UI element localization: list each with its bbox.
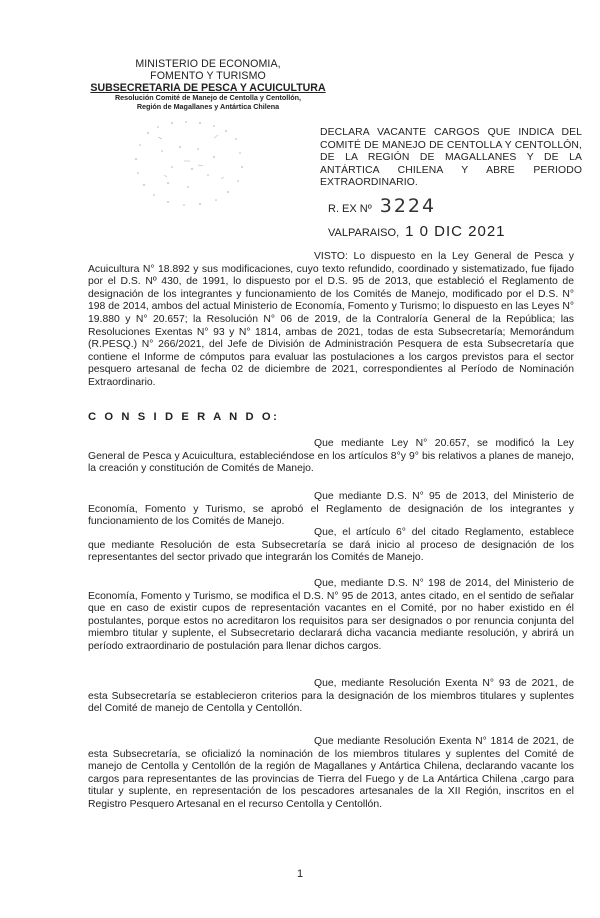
place-date-line bbox=[328, 224, 506, 241]
page-number: 1 bbox=[296, 868, 304, 880]
place: VALPARAISO, bbox=[328, 227, 400, 239]
resolution-number: 3224 bbox=[379, 195, 437, 217]
considerando-paragraph: Que mediante Resolución Exenta N° 1814 de 2021, de esta Subsecretaría, se oficializó la nominación de los miembros titulares y suplentes del Comité de manejo de Centolla y Centollón de la región de Magallanes y Antártica Chilena, declarando vacante los cargos para representantes de las provincias de Tierra del Fuego y de La Antártica Chilena ,cargo para titular y suplente, en representación de los pescadores artesanales de la XII Región, inscritos en el Registro Pesquero Artesanal en el recurso Centolla y Centollón. bbox=[88, 736, 574, 810]
letterhead bbox=[88, 58, 328, 111]
resolution-label: R. EX Nº bbox=[328, 203, 372, 215]
committee-line2: Región de Magallanes y Antártica Chilena bbox=[136, 101, 280, 111]
visto-paragraph: VISTO: Lo dispuesto en la Ley General de Pesca y Acuicultura N° 18.892 y sus modificaciones, cuyo texto refundido, coordinado y sistematizado, fue fijado por el D.S. Nº 430, de 1991, lo dispuesto por el D.S. 95 de 2013, que estableció el Reglamento de designación de los integrantes y funcionamiento de los Comités de Manejo, modificado por el D.S. N° 198 de 2014, ambos del actual Ministerio de Economía, Fomento y Turismo; lo dispuesto en las Leyes N° 19.880 y N° 20.657; la Resolución N° 06 de 2019, de la Contraloría General de la República; las Resoluciones Exentas N° 93 y N° 1814, ambas de 2021, todas de esta Subsecretaría; Memorándum (R.PESQ.) N° 266/2021, del Jefe de División de Administración Pesquera de esta Subsecretaría que contiene el Informe de cómputos para evaluar las postulaciones a los cargos previstos para el sector pesquero artesanal de fecha 02 de diciembre de 2021, correspondientes al Período de Nominación Extraordinario. bbox=[88, 251, 574, 388]
subsecretaria-name: SUBSECRETARIA DE PESCA Y ACUICULTURA bbox=[90, 82, 326, 94]
considerando-paragraph: Que mediante D.S. N° 95 de 2013, del Ministerio de Economía, Fomento y Turismo, se aprobó el Reglamento de designación de los integrantes y funcionamiento de los Comités de Manejo. bbox=[88, 491, 574, 528]
ministry-name-line2: FOMENTO Y TURISMO bbox=[150, 70, 266, 82]
committee-line1: Resolución Comité de Manejo de Centolla y Centollón, bbox=[114, 93, 302, 102]
considerando-heading: C O N S I D E R A N D O: bbox=[88, 411, 280, 423]
faded-seal-stamp bbox=[128, 117, 258, 213]
resolution-number-line bbox=[328, 196, 436, 219]
resolution-title: DECLARA VACANTE CARGOS QUE INDICA DEL COMITÉ DE MANEJO DE CENTOLLA Y CENTOLLÓN, DE LA REGIÓN DE MAGALLANES Y DE LA ANTÁRTICA CHILENA Y ABRE PERIODO EXTRAORDINARIO. bbox=[320, 127, 582, 189]
considerando-paragraph: Que mediante Ley N° 20.657, se modificó la Ley General de Pesca y Acuicultura, estableciéndose en los artículos 8°y 9° bis relativos a planes de manejo, la creación y constitución de Comités de Manejo. bbox=[88, 438, 574, 475]
considerando-paragraph: Que, mediante Resolución Exenta N° 93 de 2021, de esta Subsecretaría se establecieron criterios para la designación de los miembros titulares y suplentes del Comité de manejo de Centolla y Centollón. bbox=[88, 678, 574, 715]
ministry-name-line1: MINISTERIO DE ECONOMIA, bbox=[135, 58, 281, 70]
considerando-paragraph: Que, el artículo 6° del citado Reglamento, establece que mediante Resolución de esta Subsecretaría se dará inicio al proceso de designación de los representantes del sector privado que integrarán los Comités de Manejo. bbox=[88, 527, 574, 564]
date-stamp: 1 0 DIC 2021 bbox=[405, 223, 506, 240]
considerando-paragraph: Que, mediante D.S. N° 198 de 2014, del Ministerio de Economía, Fomento y Turismo, se modifica el D.S. N° 95 de 2013, antes citado, en el sentido de señalar que en caso de existir cupos de representación vacantes en el Comité, por no haber existido en él postulantes, porque estos no acreditaron los requisitos para ser designados o por renuncia conjunta del miembro titular y suplente, el Subsecretario declarará dicha vacancia mediante resolución, y abrirá un período extraordinario de postulación para llenar dichos cargos. bbox=[88, 578, 574, 652]
